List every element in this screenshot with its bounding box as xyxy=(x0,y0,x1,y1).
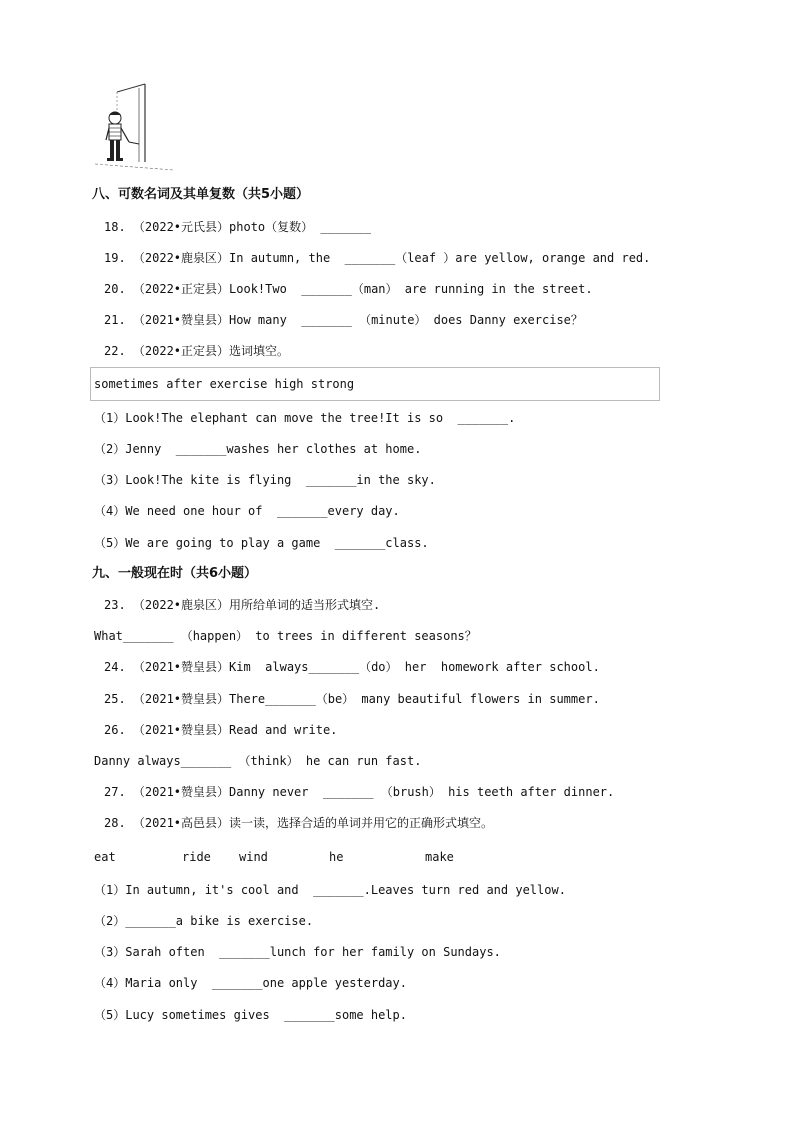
q22-item-1: （1）Look!The elephant can move the tree!It is so _______. xyxy=(94,411,516,425)
q28-word-wind: wind xyxy=(239,850,268,864)
boy-at-door-illustration xyxy=(95,82,175,172)
q28-item-3: （3）Sarah often _______lunch for her family on Sundays. xyxy=(94,945,501,959)
question-22: 22. （2022•正定县）选词填空。 xyxy=(104,344,290,358)
question-21: 21. （2021•赞皇县）How many _______ （minute） does Danny exercise？ xyxy=(104,313,583,327)
question-27: 27. （2021•赞皇县）Danny never _______ （brush） his teeth after dinner. xyxy=(104,785,615,799)
q28-item-2: （2）_______a bike is exercise. xyxy=(94,914,314,928)
question-19: 19. （2022•鹿泉区）In autumn, the _______（leaf ）are yellow, orange and red. xyxy=(104,251,651,265)
section-heading-countable-nouns: 八、可数名词及其单复数（共5小题） xyxy=(92,187,310,202)
word-bank-text: sometimes after exercise high strong xyxy=(94,377,355,391)
word-bank-box xyxy=(90,367,660,401)
q28-item-5: （5）Lucy sometimes gives _______some help. xyxy=(94,1008,407,1022)
q28-word-eat: eat xyxy=(94,850,116,864)
q22-item-3: （3）Look!The kite is flying _______in the sky. xyxy=(94,473,436,487)
question-20: 20. （2022•正定县）Look!Two _______（man） are running in the street. xyxy=(104,282,593,296)
q28-word-make: make xyxy=(425,850,454,864)
q28-word-ride: ride xyxy=(182,850,211,864)
section-heading-present-simple: 九、一般现在时（共6小题） xyxy=(92,566,258,581)
q28-item-1: （1）In autumn, it's cool and _______.Leaves turn red and yellow. xyxy=(94,883,566,897)
q22-item-5: （5）We are going to play a game _______class. xyxy=(94,536,429,550)
question-25: 25. （2021•赞皇县）There_______（be） many beautiful flowers in summer. xyxy=(104,692,600,706)
question-23: 23. （2022•鹿泉区）用所给单词的适当形式填空. xyxy=(104,598,381,612)
q22-item-2: （2）Jenny _______washes her clothes at home. xyxy=(94,442,422,456)
question-26-sentence: Danny always_______ （think） he can run fast. xyxy=(94,754,422,768)
question-23-sentence: What_______ （happen） to trees in different seasons？ xyxy=(94,629,477,643)
q22-item-4: （4）We need one hour of _______every day. xyxy=(94,504,400,518)
question-28: 28. （2021•高邑县）读一读，选择合适的单词并用它的正确形式填空。 xyxy=(104,816,494,830)
question-24: 24. （2021•赞皇县）Kim always_______（do） her homework after school. xyxy=(104,660,600,674)
q28-word-he: he xyxy=(329,850,344,864)
question-18: 18. （2022•元氏县）photo（复数） _______ xyxy=(104,220,371,234)
q28-item-4: （4）Maria only _______one apple yesterday. xyxy=(94,976,407,990)
question-26: 26. （2021•赞皇县）Read and write. xyxy=(104,723,338,737)
